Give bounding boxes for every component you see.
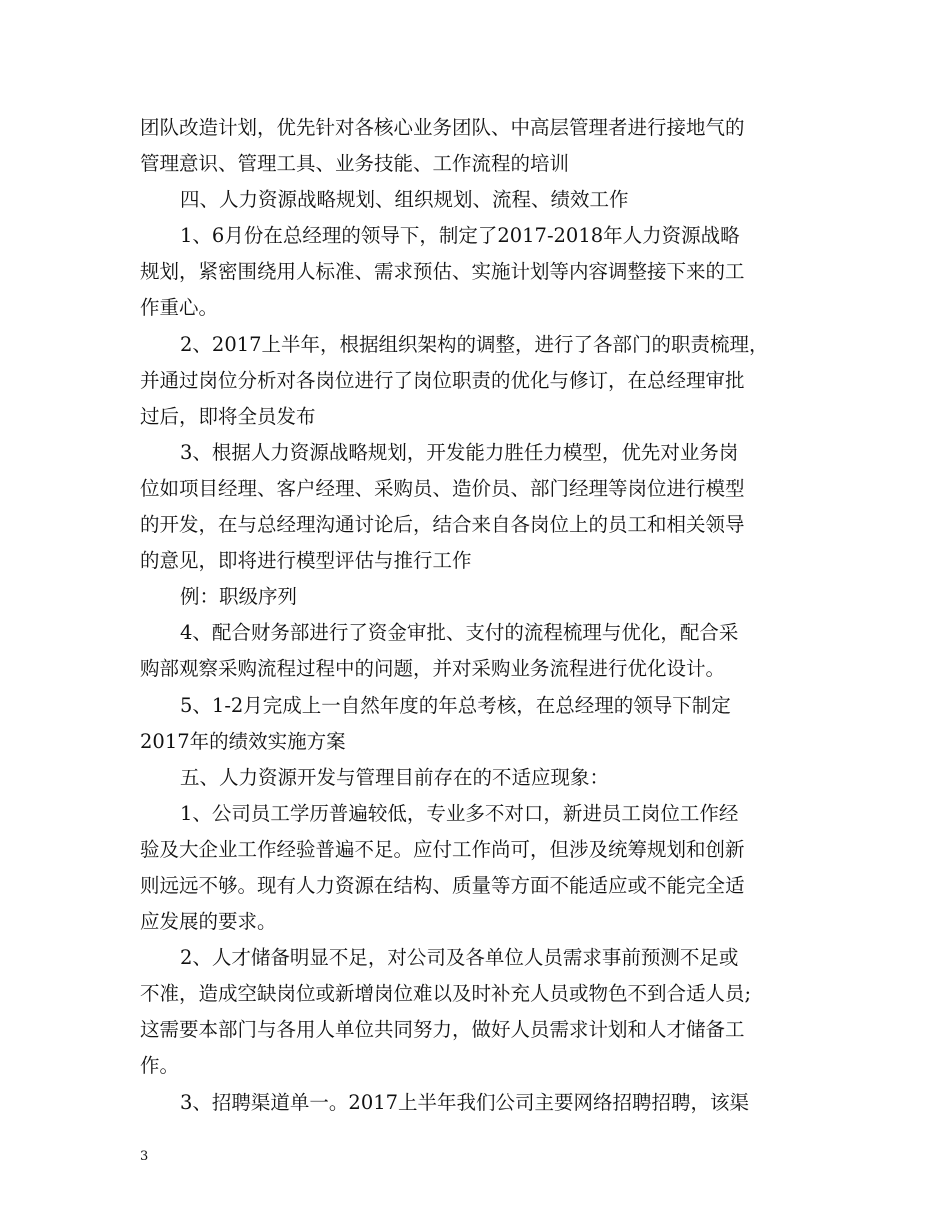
text-line: 位如项目经理、客户经理、采购员、造价员、部门经理等岗位进行模型: [140, 476, 745, 500]
text-line: 4、配合财务部进行了资金审批、支付的流程梳理与优化，配合采: [180, 621, 739, 645]
text-line: 这需要本部门与各用人单位共同努力，做好人员需求计划和人才储备工: [140, 1018, 745, 1042]
text-line: 1、公司员工学历普遍较低，专业多不对口，新进员工岗位工作经: [180, 801, 739, 825]
text-line: 的开发，在与总经理沟通讨论后，结合来自各岗位上的员工和相关领导: [140, 513, 745, 537]
text-line: 3、招聘渠道单一。2017上半年我们公司主要网络招聘招聘，该渠: [180, 1090, 750, 1114]
text-line: 作。: [140, 1054, 180, 1078]
text-line: 则远远不够。现有人力资源在结构、质量等方面不能适应或不能完全适: [140, 873, 745, 897]
text-line: 例：职级序列: [180, 585, 298, 609]
text-line: 五、人力资源开发与管理目前存在的不适应现象：: [180, 765, 610, 789]
text-line: 1、6月份在总经理的领导下，制定了2017-2018年人力资源战略: [180, 224, 740, 248]
document-body: [140, 110, 820, 1121]
page-number: 3: [140, 1149, 149, 1164]
text-line: 购部观察采购流程过程中的问题，并对采购业务流程进行优化设计。: [140, 657, 726, 681]
text-line: 应发展的要求。: [140, 910, 277, 934]
text-line: 不准，造成空缺岗位或新增岗位难以及时补充人员或物色不到合适人员;: [140, 982, 752, 1006]
text-line: 验及大企业工作经验普遍不足。应付工作尚可，但涉及统筹规划和创新: [140, 837, 745, 861]
text-line: 团队改造计划，优先针对各核心业务团队、中高层管理者进行接地气的: [140, 116, 745, 139]
text-line: 过后，即将全员发布: [140, 404, 316, 428]
text-line: 2017年的绩效实施方案: [140, 729, 346, 753]
text-line: 管理意识、管理工具、业务技能、工作流程的培训: [140, 152, 570, 176]
text-line: 的意见，即将进行模型评估与推行工作: [140, 549, 472, 573]
text-line: 2、人才储备明显不足，对公司及各单位人员需求事前预测不足或: [180, 946, 739, 970]
text-line: 3、根据人力资源战略规划，开发能力胜任力模型，优先对业务岗: [180, 440, 739, 464]
text-line: 规划，紧密围绕用人标准、需求预估、实施计划等内容调整接下来的工: [140, 260, 745, 284]
text-line: 四、人力资源战略规划、组织规划、流程、绩效工作: [180, 188, 629, 212]
text-line: 2、2017上半年，根据组织架构的调整，进行了各部门的职责梳理，: [180, 332, 769, 356]
text-line: 作重心。: [140, 296, 219, 320]
text-line: 并通过岗位分析对各岗位进行了岗位职责的优化与修订，在总经理审批: [140, 368, 745, 392]
text-line: 5、1-2月完成上一自然年度的年总考核，在总经理的领导下制定: [180, 693, 731, 717]
